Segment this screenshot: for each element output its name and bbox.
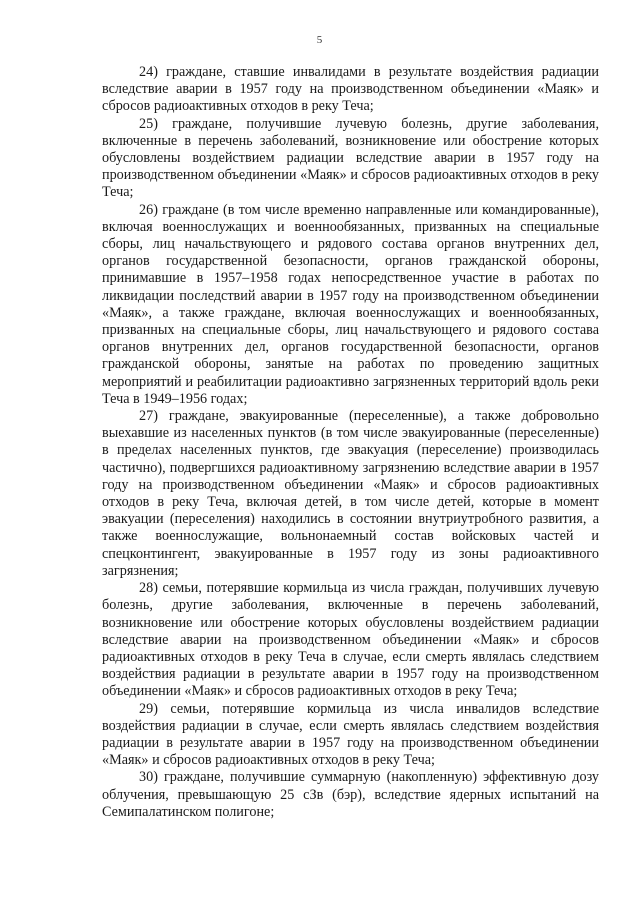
document-body: [102, 64, 599, 821]
list-item-30: 30) граждане, получившие суммарную (накопленную) эффективную дозу облучения, превышающую 25 сЗв (бэр), вследствие ядерных испытаний на Семипалатинском полигоне;: [102, 769, 599, 820]
list-item-24: 24) граждане, ставшие инвалидами в результате воздействия радиации вследствие аварии в 1957 году на производственном объединении «Маяк» и сбросов радиоактивных отходов в реку Теча;: [102, 64, 599, 115]
page-number: 5: [316, 34, 323, 46]
list-item-29: 29) семьи, потерявшие кормильца из числа инвалидов вследствие воздействия радиации в случае, если смерть являлась следствием воздействия радиации в результате аварии в 1957 году на производственном объединении «Маяк» и сбросов радиоактивных отходов в реку Теча;: [102, 700, 599, 769]
list-item-28: 28) семьи, потерявшие кормильца из числа граждан, получивших лучевую болезнь, другие заболевания, включенные в перечень заболеваний, возникновение или обострение которых обусловлены воздействием радиации вследствие аварии на производственном объединении «Маяк» и сбросов радиоактивных отходов в реку Теча в случае, если смерть являлась следствием воздействия радиации в результате аварии в 1957 году на производственном объединении «Маяк» и сбросов радиоактивных отходов в реку Теча;: [102, 580, 599, 700]
list-item-26: 26) граждане (в том числе временно направленные или командированные), включая военнослужащих и военнообязанных, призванных на специальные сборы, лиц начальствующего и рядового состава органов внутренних дел, органов государственной безопасности, органов гражданской обороны, принимавшие в 1957–1958 годах непосредственное участие в работах по ликвидации последствий аварии в 1957 году на производственном объединении «Маяк», а также граждане, включая военнослужащих и военнообязанных, призванных на специальные сборы, лиц начальствующего и рядового состава органов внутренних дел, органов государственной безопасности, органов гражданской обороны, занятые на работах по проведению защитных мероприятий и реабилитации радиоактивно загрязненных территорий вдоль реки Теча в 1949–1956 годах;: [102, 201, 599, 407]
list-item-25: 25) граждане, получившие лучевую болезнь, другие заболевания, включенные в перечень заболеваний, возникновение или обострение которых обусловлены воздействием радиации вследствие аварии в 1957 году на производственном объединении «Маяк» и сбросов радиоактивных отходов в реку Теча;: [102, 115, 599, 201]
list-item-27: 27) граждане, эвакуированные (переселенные), а также добровольно выехавшие из населенных пунктов (в том числе эвакуированные (переселенные) в пределах населенных пунктов, где эвакуация (переселение) производилась частично), подвергшихся радиоактивному загрязнению вследствие аварии в 1957 году на производственном объединении «Маяк» и сбросов радиоактивных отходов в реку Теча, включая детей, в том числе детей, которые в момент эвакуации (переселения) находились в состоянии внутриутробного развития, а также военнослужащие, вольнонаемный состав войсковых частей и спецконтингент, эвакуированные в 1957 году из зоны радиоактивного загрязнения;: [102, 408, 599, 579]
